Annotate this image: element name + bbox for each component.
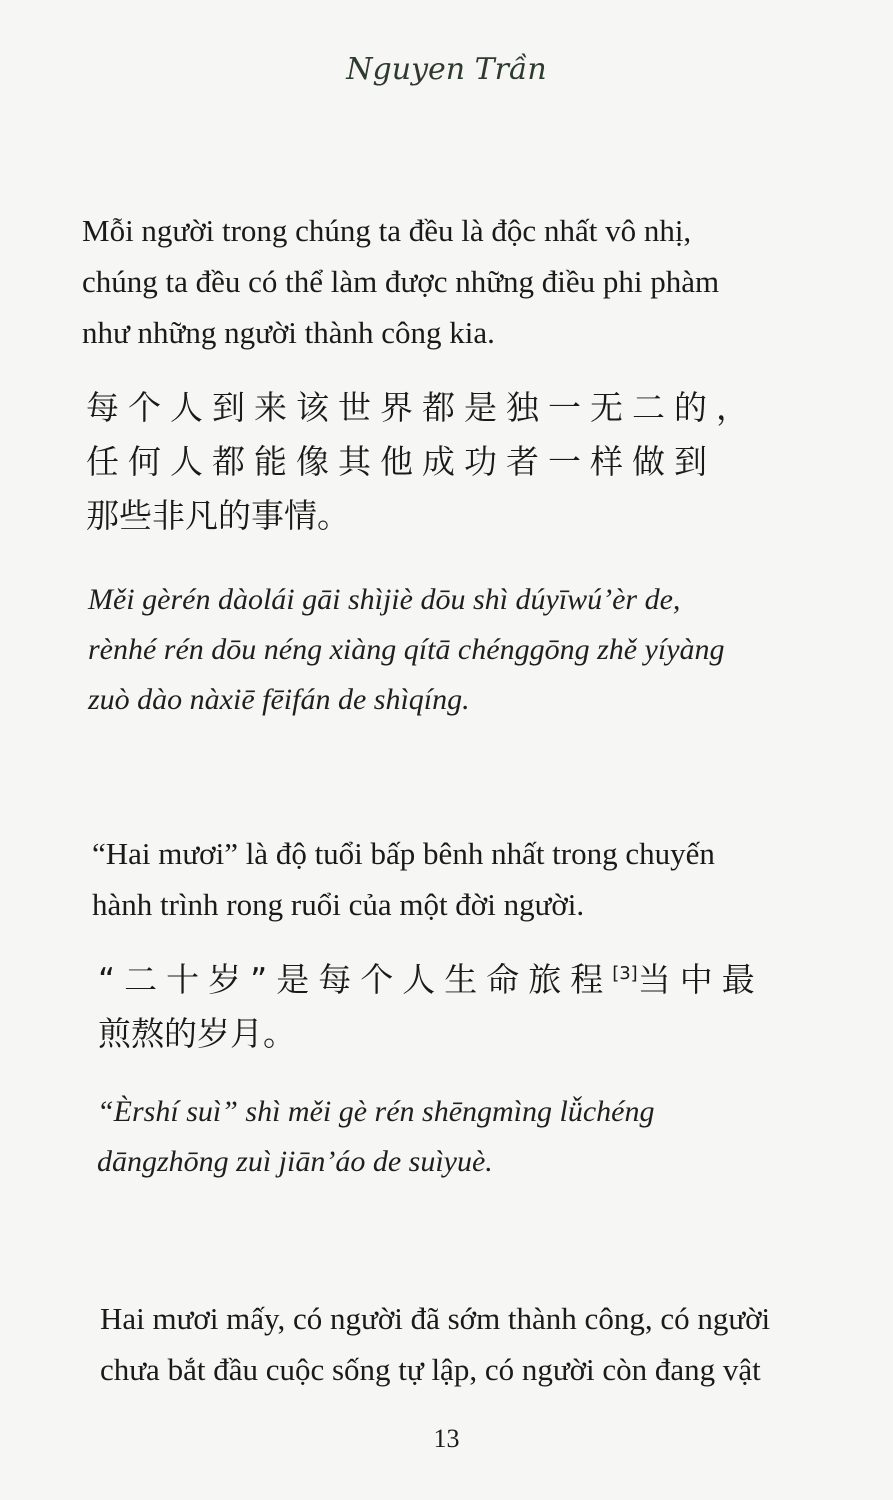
text-line: 那些非凡的事情。 xyxy=(86,496,350,535)
pinyin-paragraph-1 xyxy=(88,575,725,725)
text-line: dāngzhōng zuì jiān’áo de suìyuè. xyxy=(97,1145,493,1178)
text-line: “Hai mươi” là độ tuổi bấp bênh nhất trong chuyến xyxy=(92,836,715,871)
text-line: 任何人都能像其他成功者一样做到 xyxy=(86,442,716,481)
text-line: hành trình rong ruổi của một đời người. xyxy=(92,887,585,922)
text-line: 煎熬的岁月。 xyxy=(98,1014,296,1053)
vietnamese-paragraph-3 xyxy=(100,1293,770,1395)
footnote-reference: [3] xyxy=(612,963,638,984)
text-line: Měi gèrén dàolái gāi shìjiè dōu shì dúyīwú’èr de, xyxy=(88,583,681,616)
text-line: Hai mươi mấy, có người đã sớm thành công, có người xyxy=(100,1301,771,1336)
chinese-paragraph-2 xyxy=(98,947,764,1061)
vietnamese-paragraph-2 xyxy=(92,828,715,930)
pinyin-paragraph-2 xyxy=(97,1087,654,1187)
text-line: zuò dào nàxiē fēifán de shìqíng. xyxy=(88,683,470,716)
vietnamese-paragraph-1 xyxy=(82,205,719,358)
page-number: 13 xyxy=(433,1424,460,1453)
chinese-paragraph-1 xyxy=(86,381,758,543)
text-line: chúng ta đều có thể làm được những điều phi phàm xyxy=(82,264,720,299)
text-line: 每个人到来该世界都是独一无二的， xyxy=(86,388,758,427)
text-line: rènhé rén dōu néng xiàng qítā chénggōng zhě yíyàng xyxy=(88,633,725,666)
text-line: “二十岁”是每个人生命旅程[3]当中最 xyxy=(98,960,764,999)
text-line: như những người thành công kia. xyxy=(82,315,495,350)
text-line: “Èrshí suì” shì měi gè rén shēngmìng lǚchéng xyxy=(97,1095,655,1128)
text-line: Mỗi người trong chúng ta đều là độc nhất vô nhị, xyxy=(82,213,692,248)
running-header-author: Nguyen Trần xyxy=(346,52,547,87)
text-line: chưa bắt đầu cuộc sống tự lập, có người còn đang vật xyxy=(100,1352,761,1387)
